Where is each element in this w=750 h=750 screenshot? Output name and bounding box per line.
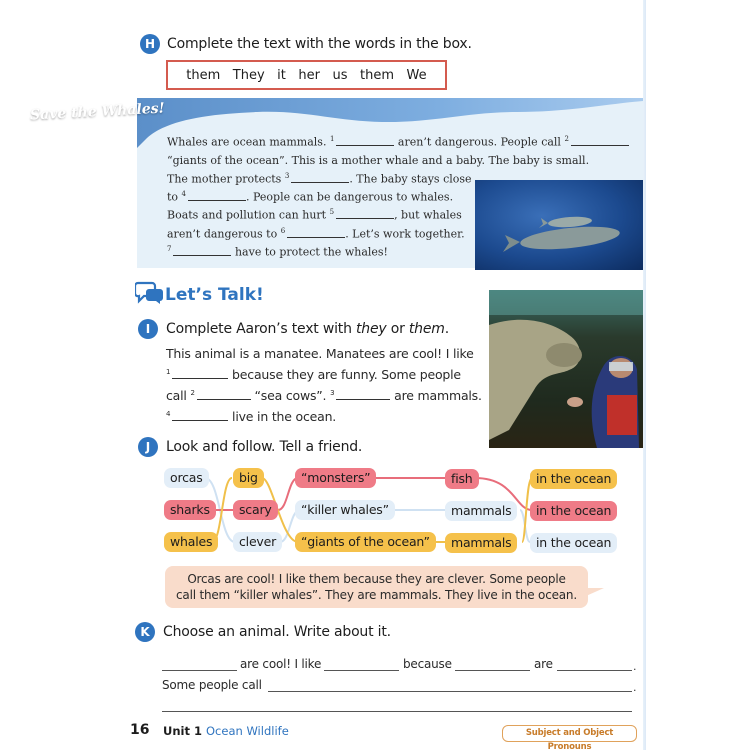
section-k-badge: K bbox=[135, 622, 155, 642]
unit-label: Unit 1 bbox=[163, 724, 202, 738]
chip-giants-of-the-ocean: “giants of the ocean” bbox=[295, 532, 436, 552]
whale-illustration bbox=[475, 180, 643, 270]
section-i-badge: I bbox=[138, 319, 158, 339]
answer-blank-i3[interactable] bbox=[336, 390, 390, 400]
write-blank-2[interactable] bbox=[324, 670, 399, 671]
example-line-1: Orcas are cool! I like them because they are clever. Some people bbox=[187, 572, 566, 586]
reading-title: Save the Whales! bbox=[29, 100, 166, 124]
write-text-1: are cool! I like bbox=[240, 657, 322, 671]
chip-sharks: sharks bbox=[164, 500, 216, 520]
write-text-3: are bbox=[534, 657, 553, 671]
reading-line-7: $^7$ have to protect the whales! bbox=[167, 245, 388, 259]
word-box-item: her bbox=[298, 67, 320, 83]
section-h-badge: H bbox=[140, 34, 160, 54]
lets-talk-heading: Let’s Talk! bbox=[165, 285, 264, 305]
answer-blank-i2[interactable] bbox=[197, 390, 251, 400]
write-blank-4[interactable] bbox=[557, 670, 632, 671]
reading-line-6: aren’t dangerous to $^6$ . Let’s work together. bbox=[167, 227, 465, 241]
section-h-instruction: Complete the text with the words in the box. bbox=[167, 36, 472, 52]
manatee-diver-illustration bbox=[489, 290, 643, 448]
answer-blank-5[interactable] bbox=[336, 209, 394, 219]
grammar-topic-tag: Subject and Object Pronouns bbox=[502, 725, 637, 742]
word-box-item: They bbox=[232, 67, 265, 83]
chip-in-the-ocean: in the ocean bbox=[530, 533, 617, 553]
answer-blank-i1[interactable] bbox=[172, 369, 228, 379]
chip-clever: clever bbox=[233, 532, 282, 552]
manatee-line-2: $^1$ because they are funny. Some people bbox=[166, 367, 461, 382]
reading-line-4: to $^4$ . People can be dangerous to whales. bbox=[167, 190, 454, 204]
write-blank-5[interactable] bbox=[268, 691, 632, 692]
period: . bbox=[633, 681, 637, 694]
word-box-item: We bbox=[406, 67, 427, 83]
example-speech-bubble bbox=[165, 566, 588, 608]
word-box-item: it bbox=[277, 67, 286, 83]
whale-photo bbox=[475, 180, 643, 270]
section-j-badge: J bbox=[138, 437, 158, 457]
reading-line-5: Boats and pollution can hurt $^5$ , but whales bbox=[167, 208, 462, 222]
write-text-2: because bbox=[403, 657, 452, 671]
word-box-item: us bbox=[332, 67, 348, 83]
write-blank-1[interactable] bbox=[162, 670, 237, 671]
manatee-line-3: call $^2$ “sea cows”. $^3$ are mammals. bbox=[166, 388, 482, 403]
unit-topic: Ocean Wildlife bbox=[206, 724, 289, 738]
chip-mammals: mammals bbox=[445, 533, 517, 553]
write-blank-6[interactable] bbox=[162, 711, 632, 712]
chip-monsters: “monsters” bbox=[295, 468, 376, 488]
word-box-item: them bbox=[360, 67, 395, 83]
write-blank-3[interactable] bbox=[455, 670, 530, 671]
manatee-photo bbox=[489, 290, 643, 448]
section-k-instruction: Choose an animal. Write about it. bbox=[163, 624, 391, 640]
answer-blank-6[interactable] bbox=[287, 228, 345, 238]
section-i-instruction: Complete Aaron’s text with they or them. bbox=[166, 321, 449, 337]
chip-orcas: orcas bbox=[164, 468, 209, 488]
word-box bbox=[166, 60, 447, 90]
chip-whales: whales bbox=[164, 532, 218, 552]
reading-line-3: The mother protects $^3$ . The baby stays close bbox=[167, 172, 472, 186]
answer-blank-7[interactable] bbox=[173, 246, 231, 256]
answer-blank-3[interactable] bbox=[291, 173, 349, 183]
reading-line-2: “giants of the ocean”. This is a mother whale and a baby. The baby is small. bbox=[167, 154, 590, 167]
chip-big: big bbox=[233, 468, 264, 488]
manatee-line-4: $^4$ live in the ocean. bbox=[166, 409, 337, 424]
section-j-instruction: Look and follow. Tell a friend. bbox=[166, 439, 363, 455]
chip-killer-whales: “killer whales” bbox=[295, 500, 395, 520]
period: . bbox=[633, 660, 637, 673]
page-number: 16 bbox=[130, 722, 150, 738]
chip-in-the-ocean: in the ocean bbox=[530, 501, 617, 521]
reading-line-1: Whales are ocean mammals. $^1$ aren’t dangerous. People call $^2$ bbox=[167, 135, 629, 149]
word-box-item: them bbox=[186, 67, 221, 83]
answer-blank-i4[interactable] bbox=[172, 411, 228, 421]
speech-bubbles-icon bbox=[135, 281, 165, 305]
write-text-4: Some people call bbox=[162, 678, 262, 692]
answer-blank-2[interactable] bbox=[571, 136, 629, 146]
chip-scary: scary bbox=[233, 500, 278, 520]
page-edge bbox=[643, 0, 646, 750]
speech-bubble-tail bbox=[586, 588, 604, 596]
manatee-line-1: This animal is a manatee. Manatees are cool! I like bbox=[166, 346, 474, 361]
chip-mammals: mammals bbox=[445, 501, 517, 521]
answer-blank-1[interactable] bbox=[336, 136, 394, 146]
chip-fish: fish bbox=[445, 469, 479, 489]
chip-in-the-ocean: in the ocean bbox=[530, 469, 617, 489]
answer-blank-4[interactable] bbox=[188, 191, 246, 201]
example-line-2: call them “killer whales”. They are mammals. They live in the ocean. bbox=[176, 588, 577, 602]
